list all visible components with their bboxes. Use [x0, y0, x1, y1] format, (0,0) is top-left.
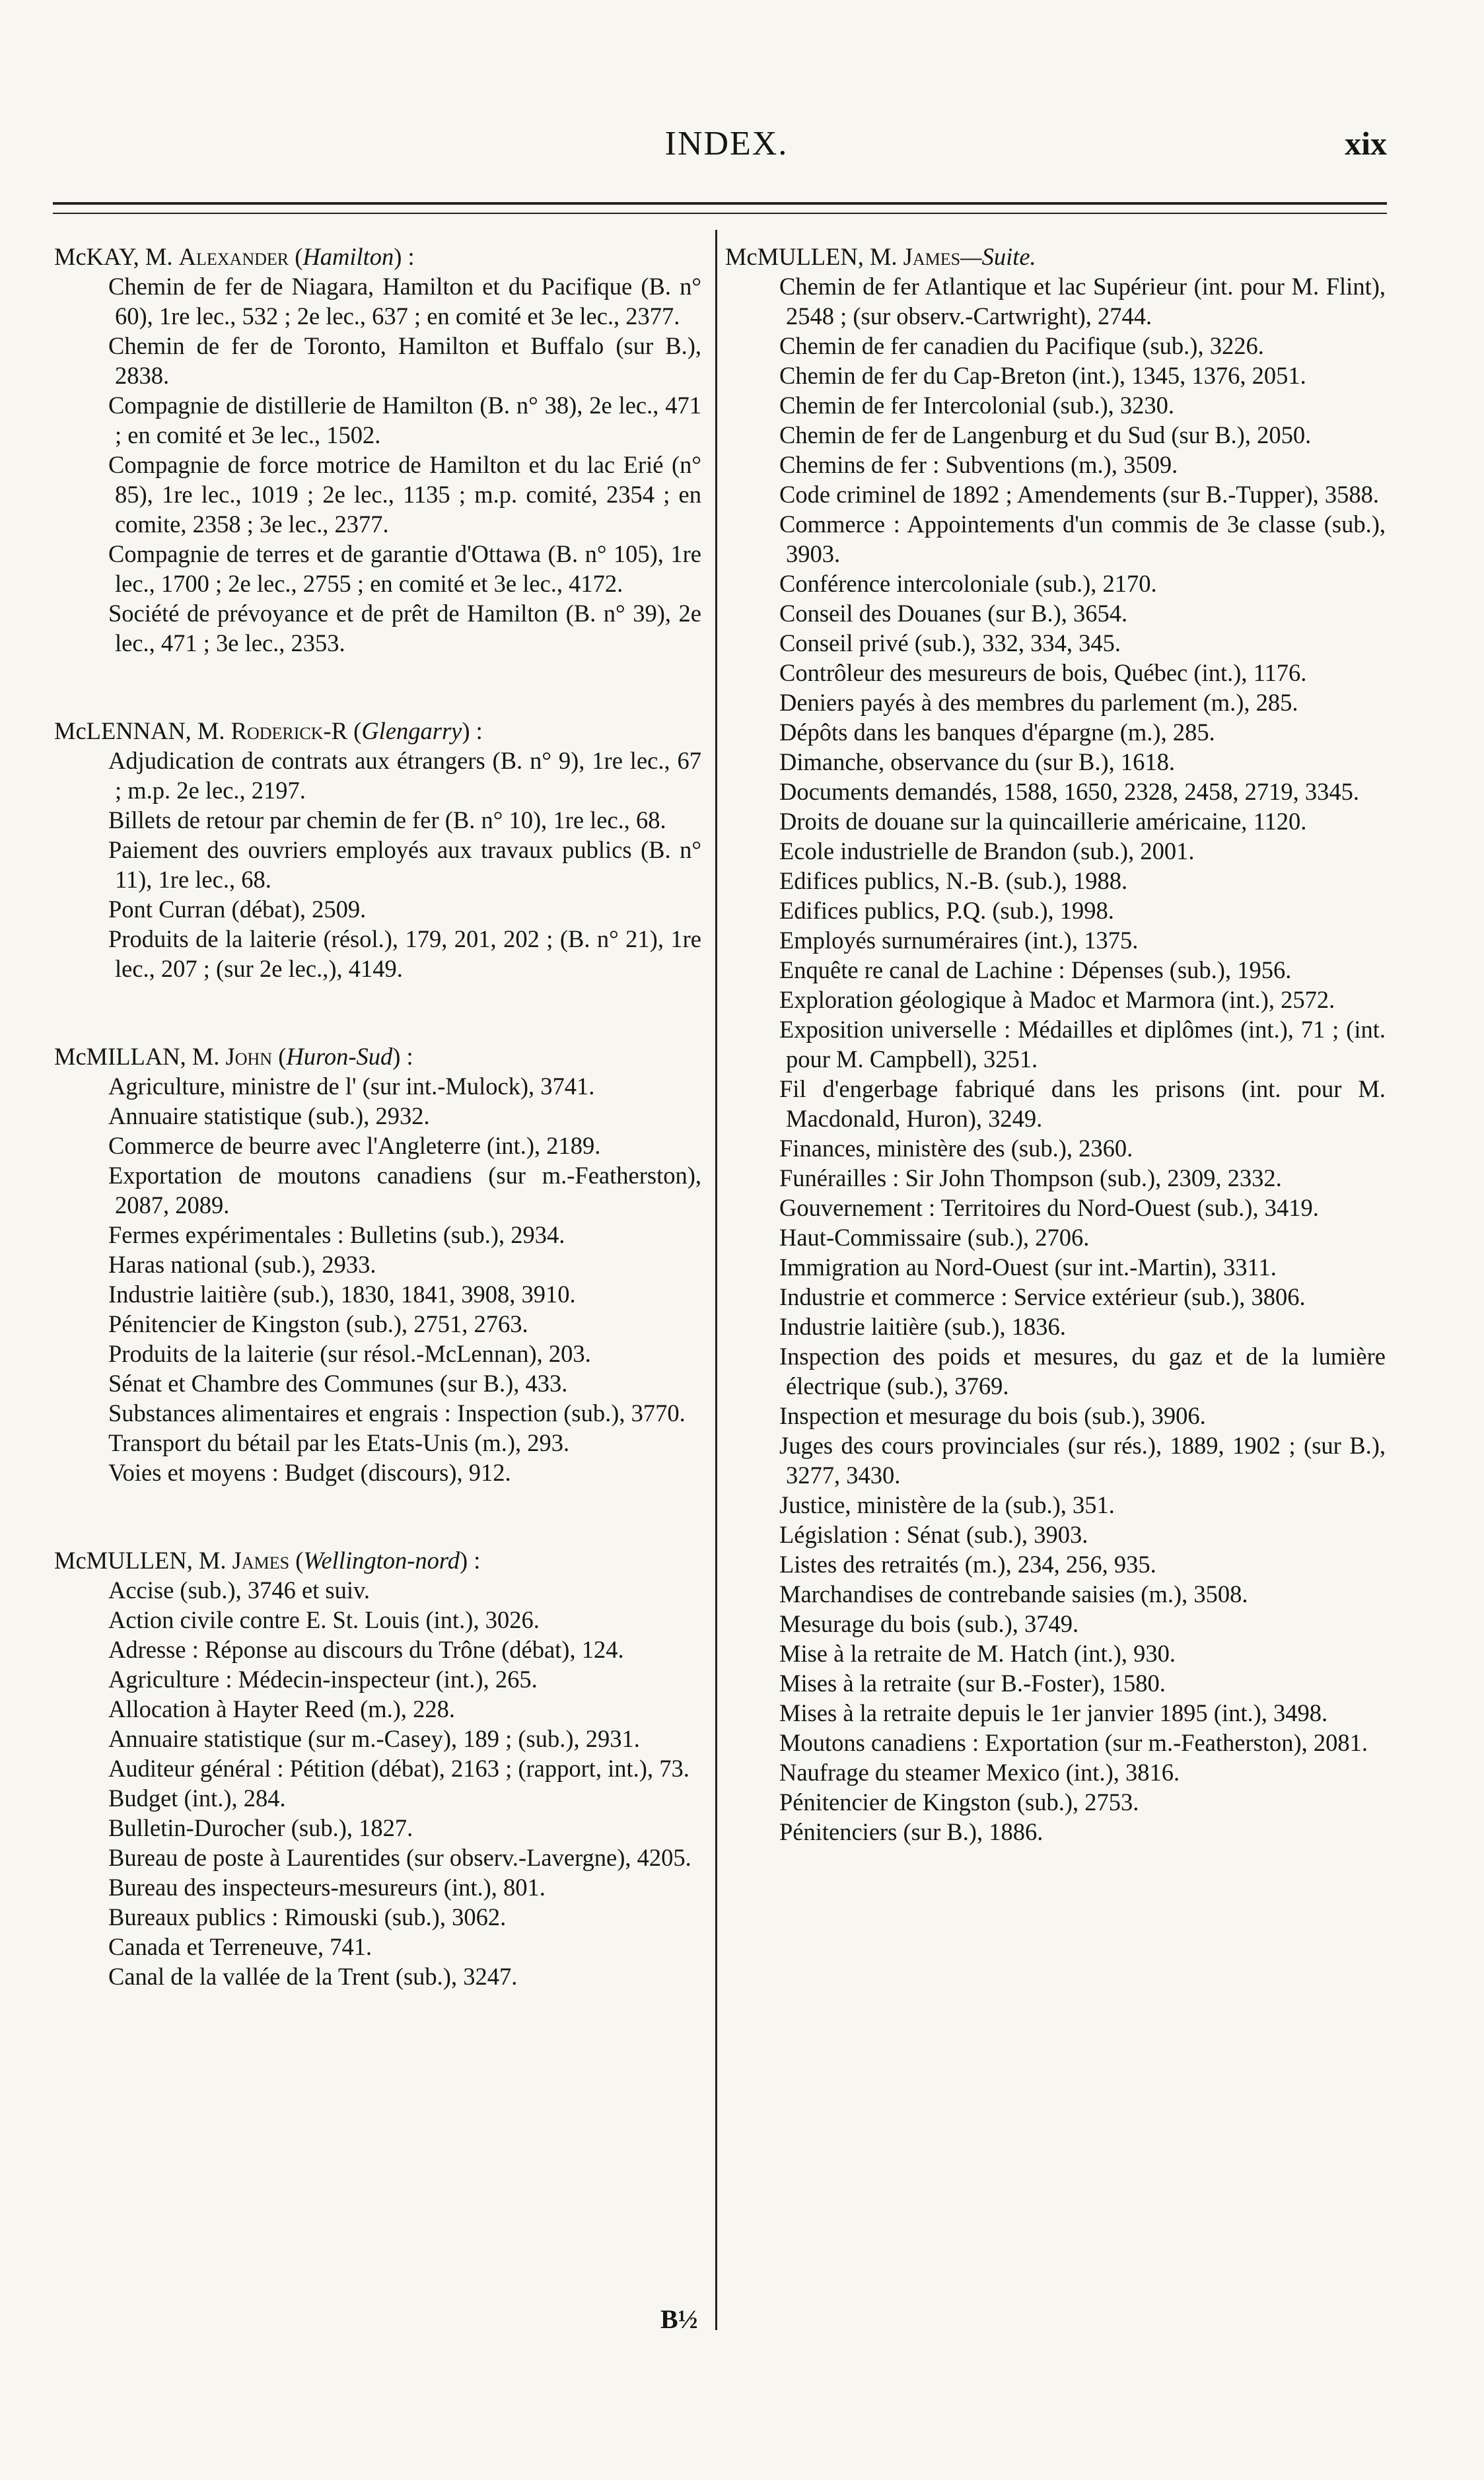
- entry-item: Fermes expérimentales : Bulletins (sub.), 2934.: [108, 1221, 565, 1248]
- header-rule-thick: [53, 202, 1387, 205]
- entry-item: Chemins de fer : Subventions (m.), 3509.: [779, 451, 1178, 478]
- entry-item: Allocation à Hayter Reed (m.), 228.: [108, 1695, 456, 1722]
- entry-item: Contrôleur des mesureurs de bois, Québec (int.), 1176.: [779, 659, 1307, 686]
- entry-item: Industrie et commerce : Service extérieur (sub.), 3806.: [779, 1283, 1306, 1310]
- entry-item: Budget (int.), 284.: [108, 1785, 286, 1812]
- entry-item: Société de prévoyance et de prêt de Hamilton (B. n° 39), 2e lec., 471 ; 3e lec., 2353.: [108, 600, 701, 656]
- page-number: xix: [1345, 125, 1387, 162]
- entry-item: Exploration géologique à Madoc et Marmora (int.), 2572.: [779, 986, 1335, 1013]
- entry-item: Paiement des ouvriers employés aux travaux publics (B. n° 11), 1re lec., 68.: [108, 836, 701, 893]
- entry-item: Exportation de moutons canadiens (sur m.-Featherston), 2087, 2089.: [108, 1162, 701, 1219]
- entry-heading: [725, 242, 1386, 271]
- entry-name: McMULLEN, M.: [54, 1547, 227, 1574]
- header-rule-thin: [53, 213, 1387, 214]
- entry-item: Conférence intercoloniale (sub.), 2170.: [779, 570, 1157, 597]
- entry-item: Bureau des inspecteurs-mesureurs (int.), 801.: [108, 1874, 546, 1901]
- entry-item: Enquête re canal de Lachine : Dépenses (sub.), 1956.: [779, 956, 1292, 983]
- entry-name: McKAY, M.: [54, 243, 173, 270]
- entry-item: Funérailles : Sir John Thompson (sub.), 2309, 2332.: [779, 1164, 1282, 1191]
- entry-item: Chemin de fer du Cap-Breton (int.), 1345, 1376, 2051.: [779, 362, 1306, 389]
- entry-item: Immigration au Nord-Ouest (sur int.-Martin), 3311.: [779, 1254, 1277, 1281]
- entry-item: Mises à la retraite (sur B.-Foster), 1580.: [779, 1670, 1166, 1697]
- entry-item: Commerce de beurre avec l'Angleterre (int.), 2189.: [108, 1132, 601, 1159]
- entry-item: Inspection et mesurage du bois (sub.), 3906.: [779, 1402, 1206, 1429]
- entry-items: [725, 271, 1386, 1847]
- entry-item: Finances, ministère des (sub.), 2360.: [779, 1135, 1133, 1162]
- entry-item: Compagnie de distillerie de Hamilton (B. n° 38), 2e lec., 471 ; en comité et 3e lec., 1502.: [108, 392, 701, 448]
- entry-heading: McLENNAN, M. Roderick-R (Glengarry) :: [54, 717, 483, 744]
- entry-item: Juges des cours provinciales (sur rés.), 1889, 1902 ; (sur B.), 3277, 3430.: [779, 1432, 1386, 1489]
- entry-item: Gouvernement : Territoires du Nord-Ouest (sub.), 3419.: [779, 1194, 1319, 1221]
- entry-item: Employés surnuméraires (int.), 1375.: [779, 927, 1139, 954]
- entry-item: Naufrage du steamer Mexico (int.), 3816.: [779, 1759, 1180, 1786]
- entry-item: Produits de la laiterie (sur résol.-McLennan), 203.: [108, 1340, 591, 1367]
- entry-item: Deniers payés à des membres du parlement (m.), 285.: [779, 689, 1298, 716]
- entry-item: Marchandises de contrebande saisies (m.), 3508.: [779, 1580, 1248, 1608]
- entry-item: Mises à la retraite depuis le 1er janvier 1895 (int.), 3498.: [779, 1699, 1328, 1726]
- index-entry: [725, 242, 1386, 1847]
- entry-item: Substances alimentaires et engrais : Inspection (sub.), 3770.: [108, 1399, 686, 1427]
- entry-item: Industrie laitière (sub.), 1830, 1841, 3908, 3910.: [108, 1281, 576, 1308]
- entry-item: Adjudication de contrats aux étrangers (B. n° 9), 1re lec., 67 ; m.p. 2e lec., 2197.: [108, 747, 701, 804]
- entry-item: Sénat et Chambre des Communes (sur B.), 433.: [108, 1370, 568, 1397]
- entry-item: Chemin de fer Intercolonial (sub.), 3230.: [779, 392, 1175, 419]
- entry-item: Voies et moyens : Budget (discours), 912.: [108, 1459, 511, 1486]
- entry-item: Mesurage du bois (sub.), 3749.: [779, 1610, 1079, 1637]
- entry-item: Annuaire statistique (sur m.-Casey), 189 ; (sub.), 2931.: [108, 1725, 640, 1752]
- entry-item: Chemin de fer Atlantique et lac Supérieur (int. pour M. Flint), 2548 ; (sur observ.-Cartwright), 2744.: [779, 273, 1386, 330]
- entry-item: Bureaux publics : Rimouski (sub.), 3062.: [108, 1903, 507, 1931]
- column-divider: [715, 230, 717, 2330]
- entry-item: Listes des retraités (m.), 234, 256, 935.: [779, 1551, 1156, 1578]
- entry-continuation: —Suite.: [960, 243, 1036, 270]
- entry-heading: McMILLAN, M. John (Huron-Sud) :: [54, 1043, 413, 1070]
- entry-item: Auditeur général : Pétition (débat), 2163 ; (rapport, int.), 73.: [108, 1755, 689, 1782]
- entry-item: Moutons canadiens : Exportation (sur m.-Featherston), 2081.: [779, 1729, 1368, 1756]
- entry-item: Dimanche, observance du (sur B.), 1618.: [779, 748, 1176, 775]
- entry-item: Chemin de fer de Niagara, Hamilton et du Pacifique (B. n° 60), 1re lec., 532 ; 2e lec., 637 ; en comité et 3e lec., 2377.: [108, 273, 701, 330]
- index-entry: [54, 1545, 701, 1991]
- entry-item: Inspection des poids et mesures, du gaz et de la lumière électrique (sub.), 3769.: [779, 1343, 1386, 1399]
- right-column: [725, 242, 1386, 1905]
- index-entry: [54, 716, 701, 983]
- signature-mark: B½: [660, 2304, 698, 2334]
- entry-first-name: John: [225, 1043, 273, 1070]
- entry-name: McLENNAN, M.: [54, 717, 225, 744]
- entry-constituency: Glengarry: [361, 717, 462, 744]
- entry-item: Pénitencier de Kingston (sub.), 2751, 2763.: [108, 1310, 528, 1337]
- entry-item: Commerce : Appointements d'un commis de 3e classe (sub.), 3903.: [779, 511, 1386, 567]
- entry-name: McMULLEN, M.: [725, 243, 898, 270]
- entry-item: Action civile contre E. St. Louis (int.), 3026.: [108, 1606, 540, 1633]
- entry-item: Haut-Commissaire (sub.), 2706.: [779, 1224, 1090, 1251]
- entry-item: Ecole industrielle de Brandon (sub.), 2001.: [779, 837, 1195, 865]
- entry-item: Canal de la vallée de la Trent (sub.), 3247.: [108, 1963, 518, 1990]
- entry-item: Transport du bétail par les Etats-Unis (m.), 293.: [108, 1429, 570, 1456]
- entry-item: Dépôts dans les banques d'épargne (m.), 285.: [779, 719, 1215, 746]
- entry-item: Annuaire statistique (sub.), 2932.: [108, 1102, 430, 1129]
- entry-heading: McMULLEN, M. James (Wellington-nord) :: [54, 1547, 481, 1574]
- entry-constituency: Wellington-nord: [303, 1547, 460, 1574]
- entry-item: Accise (sub.), 3746 et suiv.: [108, 1577, 371, 1604]
- entry-item: Produits de la laiterie (résol.), 179, 201, 202 ; (B. n° 21), 1re lec., 207 ; (sur 2e lec.,), 4149.: [108, 925, 701, 982]
- entry-item: Droits de douane sur la quincaillerie américaine, 1120.: [779, 808, 1307, 835]
- page-title: INDEX.: [664, 125, 789, 162]
- entry-item: Pénitencier de Kingston (sub.), 2753.: [779, 1789, 1139, 1816]
- entry-item: Chemin de fer canadien du Pacifique (sub.), 3226.: [779, 332, 1264, 359]
- entry-item: Chemin de fer de Toronto, Hamilton et Buffalo (sur B.), 2838.: [108, 332, 701, 389]
- entry-item: Billets de retour par chemin de fer (B. n° 10), 1re lec., 68.: [108, 806, 666, 833]
- index-entry: [54, 242, 701, 658]
- entry-item: Code criminel de 1892 ; Amendements (sur B.-Tupper), 3588.: [779, 481, 1379, 508]
- entry-item: Canada et Terreneuve, 741.: [108, 1933, 372, 1960]
- entry-item: Fil d'engerbage fabriqué dans les prisons (int. pour M. Macdonald, Huron), 3249.: [779, 1075, 1386, 1132]
- entry-item: Mise à la retraite de M. Hatch (int.), 930.: [779, 1640, 1176, 1667]
- entry-item: Agriculture : Médecin-inspecteur (int.), 265.: [108, 1666, 538, 1693]
- entry-item: Compagnie de force motrice de Hamilton et du lac Erié (n° 85), 1re lec., 1019 ; 2e lec., 1135 ; m.p. comité, 2354 ; en comite, 2358 ; 3e lec., 2377.: [108, 451, 701, 538]
- entry-first-name: Alexander: [178, 243, 289, 270]
- entry-item: Compagnie de terres et de garantie d'Ottawa (B. n° 105), 1re lec., 1700 ; 2e lec., 2755 ; en comité et 3e lec., 4172.: [108, 540, 701, 597]
- entry-item: Législation : Sénat (sub.), 3903.: [779, 1521, 1088, 1548]
- entry-item: Industrie laitière (sub.), 1836.: [779, 1313, 1066, 1340]
- entry-item: Pénitenciers (sur B.), 1886.: [779, 1818, 1043, 1845]
- left-column: [54, 242, 701, 2049]
- entry-item: Justice, ministère de la (sub.), 351.: [779, 1491, 1115, 1518]
- entry-first-name: James: [232, 1547, 290, 1574]
- entry-item: Conseil privé (sub.), 332, 334, 345.: [779, 629, 1121, 656]
- entry-item: Adresse : Réponse au discours du Trône (débat), 124.: [108, 1636, 624, 1663]
- entry-item: Conseil des Douanes (sur B.), 3654.: [779, 600, 1128, 627]
- entry-item: Chemin de fer de Langenburg et du Sud (sur B.), 2050.: [779, 421, 1312, 448]
- entry-first-name: James: [903, 243, 961, 270]
- entry-item: Edifices publics, P.Q. (sub.), 1998.: [779, 897, 1114, 924]
- entry-heading: McKAY, M. Alexander (Hamilton) :: [54, 243, 415, 270]
- entry-first-name: Roderick-R: [230, 717, 348, 744]
- entry-name: McMILLAN, M.: [54, 1043, 220, 1070]
- entry-constituency: Huron-Sud: [286, 1043, 393, 1070]
- entry-item: Haras national (sub.), 2933.: [108, 1251, 376, 1278]
- entry-item: Bureau de poste à Laurentides (sur observ.-Lavergne), 4205.: [108, 1844, 691, 1871]
- entry-item: Edifices publics, N.-B. (sub.), 1988.: [779, 867, 1128, 894]
- entry-item: Pont Curran (débat), 2509.: [108, 896, 367, 923]
- entry-item: Exposition universelle : Médailles et diplômes (int.), 71 ; (int. pour M. Campbell), 3251.: [779, 1016, 1386, 1073]
- entry-constituency: Hamilton: [302, 243, 394, 270]
- index-entry: [54, 1042, 701, 1487]
- entry-item: Bulletin-Durocher (sub.), 1827.: [108, 1814, 413, 1841]
- entry-item: Agriculture, ministre de l' (sur int.-Mulock), 3741.: [108, 1073, 595, 1100]
- entry-item: Documents demandés, 1588, 1650, 2328, 2458, 2719, 3345.: [779, 778, 1359, 805]
